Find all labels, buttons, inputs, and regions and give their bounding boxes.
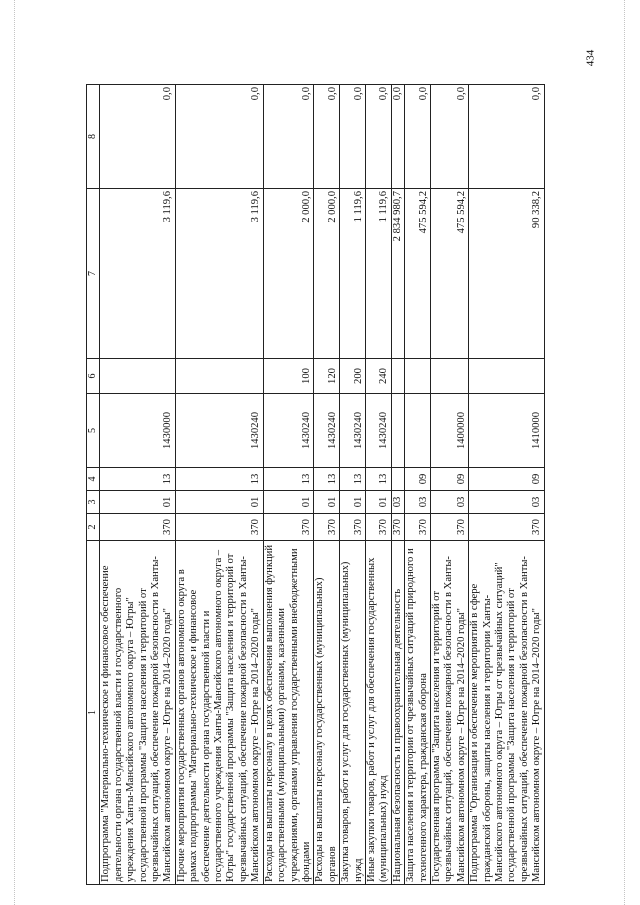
row-name: Подпрограмма "Материально-техническое и финансовое обеспечение деятельности органа государственной власти и государственного учреждения Ханты-Мансийского автономного округа – Югры" государственной программы "Защита населения и территорий от чрезвычайных ситуаций, обеспечение пожарной безопасности в Ханты-Мансийском автономном округе – Югре на 2014–2020 годы": [100, 541, 175, 885]
cell-amount-2: 0,0: [391, 85, 404, 189]
row-name: Расходы на выплаты персоналу в целях обеспечения выполнения функций государственными (муниципальными) органами, казенными учреждениями, органами управления государственными внебюджетными фондами: [263, 541, 314, 885]
rotated-table-container: [86, 85, 606, 885]
cell-ministry: 370: [405, 514, 431, 541]
cell-subsection: [391, 468, 404, 491]
table-row: [405, 85, 431, 885]
row-name: Подпрограмма "Организация и обеспечение мероприятий в сфере гражданской обороны, защиты населения и территории Ханты-Мансийского автономного округа – Югры от чрезвычайных ситуаций" государственной программы "Защита населения и территорий от чрезвычайных ситуаций, обеспечение пожарной безопасности в Ханты-Мансийском автономном округе – Югре на 2014–2020 годы": [469, 541, 544, 885]
cell-amount: 2 000,0: [263, 189, 314, 359]
cell-subsection: 13: [340, 468, 366, 491]
header-row: [87, 85, 100, 885]
scan-edge-left: [14, 0, 15, 905]
cell-section: 01: [365, 491, 391, 514]
cell-ministry: 370: [314, 514, 340, 541]
row-name: Иные закупки товаров, работ и услуг для обеспечения государственных (муниципальных) нужд: [365, 541, 391, 885]
row-name: Прочие мероприятия государственных органов автономного округа в рамках подпрограммы "Материально-техническое и финансовое обеспечение деятельности органа государственной власти и государственного учреждения Ханты-Мансийского автономного округа – Югры" государственной программы "Защита населения и территорий от чрезвычайных ситуаций, обеспечение пожарной безопасности в Ханты-Мансийском автономном округе – Югре на 2014–2020 годы": [175, 541, 263, 885]
cell-amount-2: 0,0: [405, 85, 431, 189]
cell-amount-2: 0,0: [340, 85, 366, 189]
cell-target-article: 1430240: [263, 394, 314, 468]
cell-ministry: 370: [175, 514, 263, 541]
cell-section: 03: [405, 491, 431, 514]
scan-edge-right: [624, 0, 625, 905]
cell-expense-type: 120: [314, 359, 340, 394]
row-name: Расходы на выплаты персоналу государственных (муниципальных) органов: [314, 541, 340, 885]
cell-target-article: 1430240: [314, 394, 340, 468]
table-row: [263, 85, 314, 885]
cell-target-article: 1400000: [430, 394, 468, 468]
col-header-3: 3: [87, 491, 100, 514]
row-name: Национальная безопасность и правоохранительная деятельность: [391, 541, 404, 885]
table-row: [365, 85, 391, 885]
cell-subsection: 09: [405, 468, 431, 491]
cell-amount-2: 0,0: [430, 85, 468, 189]
cell-ministry: 370: [469, 514, 544, 541]
cell-expense-type: [430, 359, 468, 394]
table-row: [100, 85, 175, 885]
cell-expense-type: [391, 359, 404, 394]
cell-subsection: 13: [100, 468, 175, 491]
cell-expense-type: [469, 359, 544, 394]
table-row: [469, 85, 544, 885]
page-number: 434: [584, 49, 597, 67]
cell-expense-type: [405, 359, 431, 394]
cell-target-article: 1430000: [100, 394, 175, 468]
cell-expense-type: 240: [365, 359, 391, 394]
cell-ministry: 370: [340, 514, 366, 541]
cell-subsection: 09: [469, 468, 544, 491]
cell-amount-2: 0,0: [365, 85, 391, 189]
row-name: Закупка товаров, работ и услуг для государственных (муниципальных) нужд: [340, 541, 366, 885]
col-header-2: 2: [87, 514, 100, 541]
cell-ministry: 370: [430, 514, 468, 541]
cell-expense-type: 200: [340, 359, 366, 394]
budget-table: [86, 84, 545, 885]
cell-section: 01: [175, 491, 263, 514]
cell-expense-type: [100, 359, 175, 394]
table-row: [391, 85, 404, 885]
cell-ministry: 370: [263, 514, 314, 541]
cell-section: 01: [340, 491, 366, 514]
cell-amount: 90 338,2: [469, 189, 544, 359]
cell-amount: 1 119,6: [365, 189, 391, 359]
cell-amount-2: 0,0: [263, 85, 314, 189]
col-header-1: 1: [87, 541, 100, 885]
cell-target-article: 1430240: [340, 394, 366, 468]
cell-section: 03: [391, 491, 404, 514]
col-header-8: 8: [87, 85, 100, 189]
table-row: [175, 85, 263, 885]
cell-subsection: 13: [365, 468, 391, 491]
cell-amount: 1 119,6: [340, 189, 366, 359]
cell-section: 03: [469, 491, 544, 514]
cell-target-article: [405, 394, 431, 468]
cell-subsection: 13: [175, 468, 263, 491]
cell-amount: 2 000,0: [314, 189, 340, 359]
cell-subsection: 13: [314, 468, 340, 491]
cell-section: 01: [100, 491, 175, 514]
cell-expense-type: 100: [263, 359, 314, 394]
col-header-7: 7: [87, 189, 100, 359]
cell-amount: 3 119,6: [100, 189, 175, 359]
cell-amount: 2 834 980,7: [391, 189, 404, 359]
cell-section: 01: [314, 491, 340, 514]
cell-target-article: 1430240: [175, 394, 263, 468]
row-name: Государственная программа "Защита населения и территорий от чрезвычайных ситуаций, обеспечение пожарной безопасности в Ханты-Мансийском автономном округе – Югре на 2014–2020 годы": [430, 541, 468, 885]
cell-amount: 475 594,2: [405, 189, 431, 359]
col-header-5: 5: [87, 394, 100, 468]
cell-section: 01: [263, 491, 314, 514]
table-row: [340, 85, 366, 885]
cell-amount-2: 0,0: [314, 85, 340, 189]
cell-target-article: 1410000: [469, 394, 544, 468]
cell-ministry: 370: [391, 514, 404, 541]
cell-section: 03: [430, 491, 468, 514]
cell-expense-type: [175, 359, 263, 394]
cell-amount-2: 0,0: [175, 85, 263, 189]
cell-ministry: 370: [365, 514, 391, 541]
cell-amount: 475 594,2: [430, 189, 468, 359]
cell-target-article: 1430240: [365, 394, 391, 468]
table-row: [430, 85, 468, 885]
cell-ministry: 370: [100, 514, 175, 541]
cell-target-article: [391, 394, 404, 468]
cell-subsection: 09: [430, 468, 468, 491]
cell-amount-2: 0,0: [100, 85, 175, 189]
cell-subsection: 13: [263, 468, 314, 491]
cell-amount: 3 119,6: [175, 189, 263, 359]
table-row: [314, 85, 340, 885]
cell-amount-2: 0,0: [469, 85, 544, 189]
row-name: Защита населения и территории от чрезвычайных ситуаций природного и техногенного характера, гражданская оборона: [405, 541, 431, 885]
col-header-4: 4: [87, 468, 100, 491]
col-header-6: 6: [87, 359, 100, 394]
